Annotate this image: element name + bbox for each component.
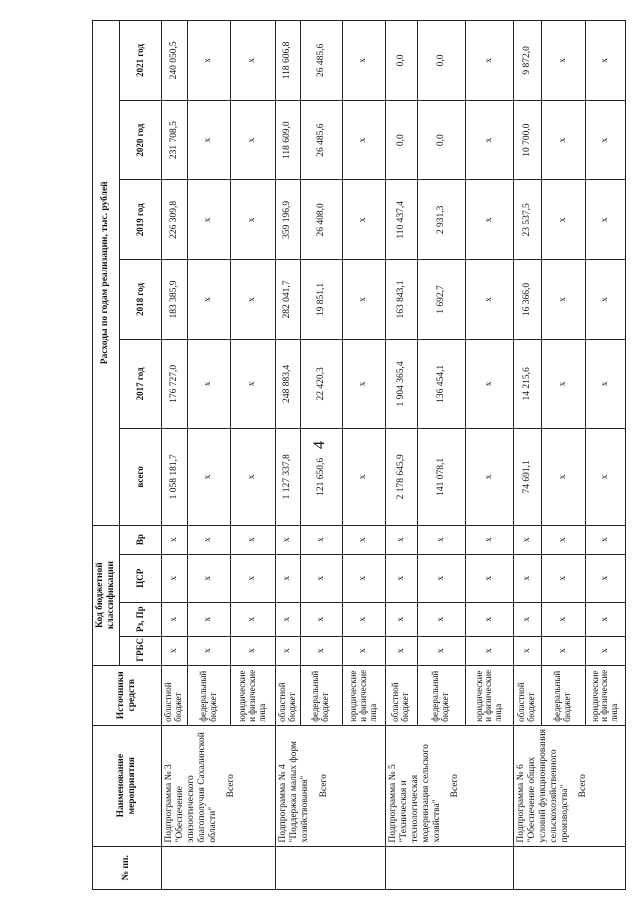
expense-cell: 163 843,1 [385,260,417,340]
expense-cell: 26 485,6 [300,100,342,180]
program-title: Подпрограмма № 3 "Обеспечение эпизоотического благополучия Сахалинской области" [163,732,218,843]
budget-code-cell: х [513,554,541,602]
expense-cell: 118 609,0 [275,100,300,180]
funding-source: областной бюджет [513,665,541,725]
expense-cell: х [187,21,230,101]
budget-table-rotated [92,20,633,890]
expense-cell: х [465,339,513,428]
expense-cell: х [230,21,275,101]
funding-source: юридические и физические лица [465,665,513,725]
expense-cell: 141 078,1 [417,429,465,526]
budget-code-cell: х [417,554,465,602]
program-title: Подпрограмма № 6 "Обеспечение общих условий функционирования сельскохозяйственного производства" [515,729,570,843]
program-row [161,21,187,890]
budget-code-cell: х [230,602,275,636]
budget-code-cell: х [541,525,585,554]
expense-cell: х [585,260,625,340]
funding-source: юридические и физические лица [230,665,275,725]
budget-table [92,20,626,890]
expense-cell: х [585,339,625,428]
expense-cell: 282 041,7 [275,260,300,340]
expense-cell: 22 420,3 [300,339,342,428]
program-row [385,21,417,890]
expense-cell: 226 309,8 [161,180,187,260]
budget-code-cell: х [230,554,275,602]
expense-cell: 118 606,8 [275,21,300,101]
expense-cell: х [230,100,275,180]
row-number [513,846,625,889]
budget-code-cell: х [585,636,625,665]
budget-code-cell: х [513,602,541,636]
budget-code-cell: х [513,636,541,665]
expense-cell: 14 215,6 [513,339,541,428]
expense-cell: 9 872,0 [513,21,541,101]
program-title: Подпрограмма № 4 "Поддержка малых форм хозяйствования" [277,741,310,843]
budget-code-cell: х [275,525,300,554]
budget-code-cell: х [161,602,187,636]
expense-cell: 0,0 [385,100,417,180]
page-number: 4 [311,441,328,449]
program-name [161,725,275,846]
expense-cell: 74 691,1 [513,429,541,526]
expense-cell: 359 196,9 [275,180,300,260]
program-total-label: Всего [450,774,461,798]
expense-cell: 2 178 645,9 [385,429,417,526]
budget-code-cell: х [541,636,585,665]
expense-cell: 16 366,0 [513,260,541,340]
budget-code-cell: х [513,525,541,554]
expense-cell: 240 050,5 [161,21,187,101]
expense-cell: х [585,100,625,180]
budget-code-cell: х [300,554,342,602]
budget-code-cell: х [275,554,300,602]
expense-cell: 10 700,0 [513,100,541,180]
program-total-label: Всего [318,774,329,798]
expense-cell: 0,0 [417,21,465,101]
program-name [275,725,385,846]
funding-source: областной бюджет [385,665,417,725]
budget-code-cell: х [187,554,230,602]
expense-cell: х [342,21,385,101]
code-col-header: ГРБС [119,636,161,665]
expense-col-header: 2018 год [119,260,161,340]
expense-cell: х [187,339,230,428]
budget-code-cell: х [300,602,342,636]
funding-source: федеральный бюджет [417,665,465,725]
expense-cell: х [541,180,585,260]
expense-cell: х [342,339,385,428]
expense-cell: х [465,429,513,526]
budget-code-cell: х [385,554,417,602]
budget-code-cell: х [417,636,465,665]
expense-cell: х [230,339,275,428]
budget-code-cell: х [465,602,513,636]
expense-col-header: 2021 год [119,21,161,101]
code-col-header: Вр [119,525,161,554]
expense-cell: 23 537,5 [513,180,541,260]
row-number [275,846,385,889]
budget-table-body [161,21,625,890]
budget-code-cell: х [585,602,625,636]
expense-cell: х [342,100,385,180]
funding-source: юридические и физические лица [585,665,625,725]
expense-cell: х [465,21,513,101]
expenses-group-header: Расходы по годам реализации, тыс. рублей [93,21,120,526]
expense-cell: 26 485,6 [300,21,342,101]
budget-code-cell: х [465,636,513,665]
budget-code-cell: х [585,525,625,554]
expense-cell: х [465,260,513,340]
budget-code-cell: х [342,636,385,665]
expense-cell: 2 931,3 [417,180,465,260]
expense-cell: 136 454,1 [417,339,465,428]
expense-cell: 1 692,7 [417,260,465,340]
program-name [385,725,513,846]
funding-source: федеральный бюджет [187,665,230,725]
funding-source: юридические и физические лица [342,665,385,725]
expense-col-header: 2017 год [119,339,161,428]
expense-cell: х [541,339,585,428]
expense-cell: 183 385,9 [161,260,187,340]
program-title: Подпрограмма № 5 "Техническая и технологическая модернизация сельского хозяйства" [387,744,442,843]
budget-code-cell: х [342,525,385,554]
col-name-header: Наименование мероприятия [93,725,162,846]
budget-code-cell: х [385,525,417,554]
budget-code-cell: х [161,554,187,602]
budget-code-cell: х [541,602,585,636]
expense-cell: х [541,429,585,526]
expense-cell: х [230,260,275,340]
budget-code-cell: х [417,525,465,554]
budget-code-cell: х [385,636,417,665]
expense-cell: х [342,260,385,340]
expense-cell: х [187,260,230,340]
expense-cell: х [541,260,585,340]
budget-code-cell: х [161,525,187,554]
budget-code-cell: х [541,554,585,602]
expense-cell: 26 408,0 [300,180,342,260]
budget-code-cell: х [275,602,300,636]
budget-code-cell: х [465,525,513,554]
program-row [275,21,300,890]
budget-code-cell: х [161,636,187,665]
budget-code-group-header: Код бюджетной классификации [93,525,120,665]
budget-code-cell: х [465,554,513,602]
expense-cell: х [187,100,230,180]
budget-code-cell: х [417,602,465,636]
expense-cell: 19 851,1 [300,260,342,340]
expense-cell: 110 437,4 [385,180,417,260]
col-no-header: № пп. [93,846,162,889]
expense-cell: х [230,429,275,526]
budget-code-cell: х [187,602,230,636]
expense-cell: х [585,180,625,260]
expense-col-header: 2019 год [119,180,161,260]
funding-source: федеральный бюджет [300,665,342,725]
code-col-header: Рз, Пр [119,602,161,636]
expense-col-header: всего [119,429,161,526]
expense-cell: 1 127 337,8 [275,429,300,526]
funding-source: областной бюджет [275,665,300,725]
expense-cell: 1 904 365,4 [385,339,417,428]
budget-code-cell: х [300,525,342,554]
budget-code-cell: х [300,636,342,665]
expense-cell: 0,0 [385,21,417,101]
budget-code-cell: х [275,636,300,665]
expense-cell: х [187,429,230,526]
program-total-label: Всего [578,774,589,798]
program-total-label: Всего [226,774,237,798]
col-source-header: Источники средств [93,665,162,725]
expense-col-header: 2020 год [119,100,161,180]
funding-source: федеральный бюджет [541,665,585,725]
expense-cell: 248 883,4 [275,339,300,428]
budget-code-cell: х [342,602,385,636]
expense-cell: х [465,100,513,180]
expense-cell: х [342,180,385,260]
budget-code-cell: х [230,525,275,554]
program-name [513,725,625,846]
expense-cell: х [585,429,625,526]
expense-cell: х [541,21,585,101]
expense-cell: х [187,180,230,260]
budget-code-cell: х [187,636,230,665]
expense-cell: х [230,180,275,260]
program-row [513,21,541,890]
expense-cell: х [465,180,513,260]
expense-cell: х [585,21,625,101]
row-number [385,846,513,889]
budget-code-cell: х [342,554,385,602]
expense-cell: 121 650,6 [300,429,342,526]
budget-code-cell: х [585,554,625,602]
funding-source: областной бюджет [161,665,187,725]
expense-cell: 1 058 181,7 [161,429,187,526]
row-number [161,846,275,889]
expense-cell: 0,0 [417,100,465,180]
budget-code-cell: х [230,636,275,665]
budget-code-cell: х [385,602,417,636]
expense-cell: 231 708,5 [161,100,187,180]
expense-cell: х [342,429,385,526]
expense-cell: 176 727,0 [161,339,187,428]
code-col-header: ЦСР [119,554,161,602]
budget-code-cell: х [187,525,230,554]
expense-cell: х [541,100,585,180]
